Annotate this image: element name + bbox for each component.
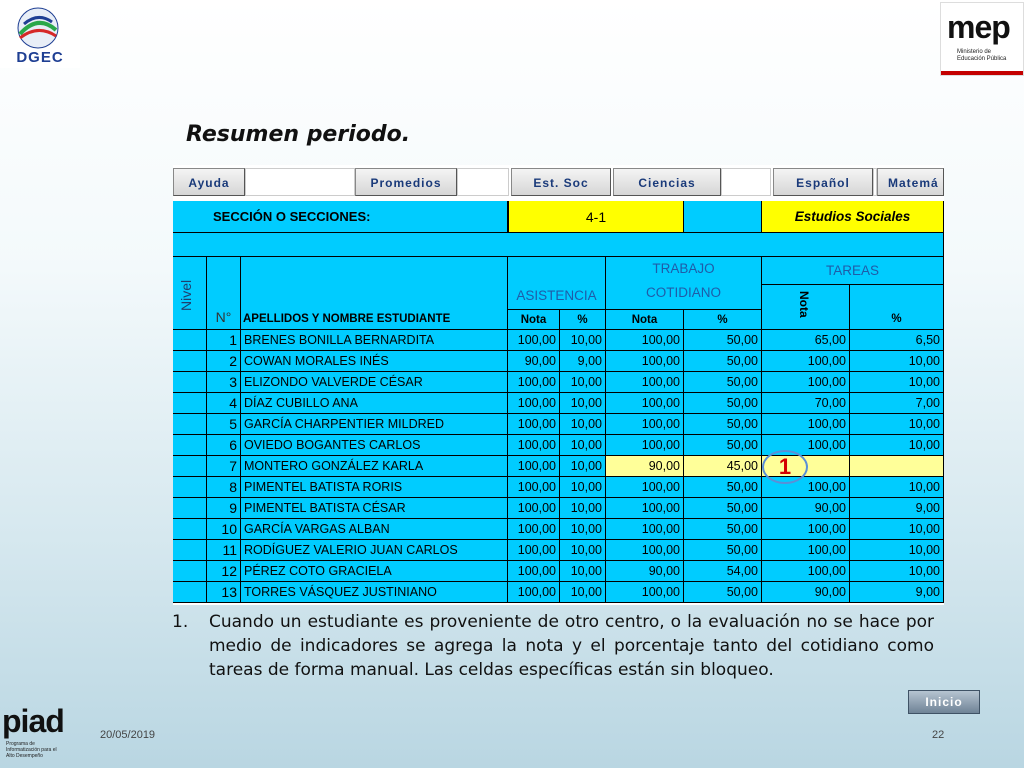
annotation-circle: 1: [762, 450, 808, 484]
asistencia-nota: 100,00: [508, 582, 560, 603]
cotidiano-pct[interactable]: 50,00: [684, 498, 762, 519]
tareas-pct[interactable]: 10,00: [850, 351, 944, 372]
cotidiano-pct[interactable]: 50,00: [684, 519, 762, 540]
student-name: GARCÍA CHARPENTIER MILDRED: [241, 414, 508, 435]
section-value[interactable]: 4-1: [508, 201, 684, 233]
student-name: PÉREZ COTO GRACIELA: [241, 561, 508, 582]
asistencia-pct: 10,00: [560, 477, 606, 498]
student-name: TORRES VÁSQUEZ JUSTINIANO: [241, 582, 508, 603]
asistencia-pct: 10,00: [560, 393, 606, 414]
tareas-nota[interactable]: 100,00: [762, 477, 850, 498]
asistencia-pct: 10,00: [560, 435, 606, 456]
asistencia-pct: 10,00: [560, 414, 606, 435]
cotidiano-pct[interactable]: 50,00: [684, 372, 762, 393]
nivel-cell: [173, 477, 207, 498]
cotidiano-pct[interactable]: 50,00: [684, 435, 762, 456]
spacer-row: [173, 233, 944, 257]
cotidiano-nota[interactable]: 90,00: [606, 456, 684, 477]
note-number: 1.: [172, 612, 189, 632]
dgec-emblem-icon: [0, 0, 80, 52]
asistencia-nota: 100,00: [508, 414, 560, 435]
cotidiano-nota[interactable]: 100,00: [606, 330, 684, 351]
student-name: PIMENTEL BATISTA RORIS: [241, 477, 508, 498]
tareas-nota[interactable]: 65,00: [762, 330, 850, 351]
asistencia-pct: 9,00: [560, 351, 606, 372]
student-name: ELIZONDO VALVERDE CÉSAR: [241, 372, 508, 393]
student-name: PIMENTEL BATISTA CÉSAR: [241, 498, 508, 519]
cotidiano-nota[interactable]: 100,00: [606, 414, 684, 435]
cotidiano-pct[interactable]: 50,00: [684, 393, 762, 414]
cotidiano-nota[interactable]: 100,00: [606, 498, 684, 519]
cotidiano-nota[interactable]: 100,00: [606, 477, 684, 498]
trabajo-cotidiano-header: [606, 257, 762, 310]
cotidiano-nota[interactable]: 100,00: [606, 351, 684, 372]
footer-date: 20/05/2019: [100, 729, 156, 741]
cotidiano-pct[interactable]: 50,00: [684, 540, 762, 561]
nivel-cell: [173, 540, 207, 561]
tareas-pct[interactable]: 10,00: [850, 519, 944, 540]
nivel-cell: [173, 498, 207, 519]
cotidiano-pct[interactable]: 50,00: [684, 330, 762, 351]
tareas-nota[interactable]: 100,00: [762, 414, 850, 435]
nivel-cell: [173, 456, 207, 477]
nivel-cell: [173, 414, 207, 435]
toolbar-blank: [245, 168, 355, 196]
nivel-cell: [173, 330, 207, 351]
student-name: GARCÍA VARGAS ALBAN: [241, 519, 508, 540]
asistencia-nota: 100,00: [508, 372, 560, 393]
student-name: DÍAZ CUBILLO ANA: [241, 393, 508, 414]
asistencia-pct: 10,00: [560, 498, 606, 519]
student-name: RODÍGUEZ VALERIO JUAN CARLOS: [241, 540, 508, 561]
tareas-nota[interactable]: 100,00: [762, 435, 850, 456]
ciencias-button[interactable]: Ciencias: [613, 168, 721, 196]
nivel-cell: [173, 351, 207, 372]
student-name: OVIEDO BOGANTES CARLOS: [241, 435, 508, 456]
tareas-pct[interactable]: 10,00: [850, 561, 944, 582]
espanol-button[interactable]: Español: [773, 168, 873, 196]
cotidiano-label: COTIDIANO: [645, 285, 721, 300]
matematica-button[interactable]: Matemá: [877, 168, 944, 196]
cotidiano-pct[interactable]: 50,00: [684, 477, 762, 498]
tareas-nota[interactable]: 100,00: [762, 561, 850, 582]
student-number: 12: [207, 561, 241, 582]
trabajo-label: TRABAJO: [652, 261, 715, 276]
student-number: 5: [207, 414, 241, 435]
student-number: 13: [207, 582, 241, 603]
tareas-nota[interactable]: 90,00: [762, 582, 850, 603]
cotidiano-nota-header: Nota: [606, 310, 684, 330]
cotidiano-pct[interactable]: 45,00: [684, 456, 762, 477]
asistencia-nota-header: Nota: [508, 310, 560, 330]
asistencia-nota: 100,00: [508, 456, 560, 477]
tareas-pct[interactable]: [850, 456, 944, 477]
asistencia-nota: 100,00: [508, 540, 560, 561]
nombre-header: APELLIDOS Y NOMBRE ESTUDIANTE: [241, 257, 508, 330]
nivel-cell: [173, 519, 207, 540]
student-number: 11: [207, 540, 241, 561]
student-number: 7: [207, 456, 241, 477]
subject-name: Estudios Sociales: [762, 201, 944, 233]
tareas-pct[interactable]: 10,00: [850, 540, 944, 561]
asistencia-pct: 10,00: [560, 519, 606, 540]
tareas-pct[interactable]: 10,00: [850, 414, 944, 435]
tareas-nota[interactable]: 100,00: [762, 372, 850, 393]
student-number: 1: [207, 330, 241, 351]
dgec-logo: [0, 0, 80, 68]
cotidiano-nota[interactable]: 100,00: [606, 393, 684, 414]
nivel-cell: [173, 435, 207, 456]
sheet-toolbar: [173, 165, 944, 202]
asistencia-nota: 100,00: [508, 477, 560, 498]
asistencia-pct: 10,00: [560, 540, 606, 561]
ayuda-button[interactable]: Ayuda: [173, 168, 245, 196]
asistencia-header: ASISTENCIA: [508, 257, 606, 310]
mep-logo-subtitle: Ministerio de Educación Pública: [957, 49, 1007, 62]
tareas-nota[interactable]: 100,00: [762, 540, 850, 561]
piad-logo: [0, 703, 80, 765]
page-title: Resumen periodo.: [186, 122, 411, 147]
student-number: 2: [207, 351, 241, 372]
cotidiano-pct-header: %: [684, 310, 762, 330]
piad-logo-subtitle: Programa de Informatización para el Alto Desempeño: [6, 741, 57, 759]
tareas-nota[interactable]: 90,00: [762, 498, 850, 519]
tareas-pct[interactable]: 10,00: [850, 435, 944, 456]
cotidiano-nota[interactable]: 100,00: [606, 372, 684, 393]
asistencia-nota: 100,00: [508, 435, 560, 456]
nivel-cell: [173, 372, 207, 393]
spreadsheet: [173, 165, 944, 605]
asistencia-pct: 10,00: [560, 561, 606, 582]
dgec-logo-text: DGEC: [16, 49, 64, 66]
tareas-pct[interactable]: 10,00: [850, 372, 944, 393]
tareas-pct[interactable]: 10,00: [850, 477, 944, 498]
tareas-header: TAREAS: [762, 257, 944, 285]
tareas-pct[interactable]: 7,00: [850, 393, 944, 414]
student-number: 8: [207, 477, 241, 498]
mep-logo: [940, 2, 1024, 76]
tareas-nota[interactable]: 70,00: [762, 393, 850, 414]
mep-logo-text: mep: [947, 9, 1010, 45]
tareas-pct-header: %: [850, 285, 944, 330]
page-number: 22: [932, 729, 945, 741]
tareas-pct[interactable]: 9,00: [850, 498, 944, 519]
student-number: 4: [207, 393, 241, 414]
asistencia-pct-header: %: [560, 310, 606, 330]
est-soc-button[interactable]: Est. Soc: [511, 168, 611, 196]
note-text: Cuando un estudiante es proveniente de otro centro, o la evaluación no se hace por medio de indicadores se agrega la nota y el porcentaje tanto del cotidiano como tareas de forma manual. Las celdas específicas están sin bloqueo.: [209, 612, 934, 680]
cotidiano-nota[interactable]: 100,00: [606, 435, 684, 456]
student-name: MONTERO GONZÁLEZ KARLA: [241, 456, 508, 477]
cotidiano-nota[interactable]: 100,00: [606, 582, 684, 603]
cotidiano-pct[interactable]: 54,00: [684, 561, 762, 582]
nivel-cell: [173, 582, 207, 603]
cotidiano-nota[interactable]: 90,00: [606, 561, 684, 582]
nivel-header-label: Nivel: [178, 279, 194, 311]
nivel-cell: [173, 393, 207, 414]
asistencia-nota: 100,00: [508, 393, 560, 414]
student-number: 9: [207, 498, 241, 519]
asistencia-nota: 100,00: [508, 561, 560, 582]
student-number: 3: [207, 372, 241, 393]
student-number: 10: [207, 519, 241, 540]
asistencia-nota: 90,00: [508, 351, 560, 372]
student-name: COWAN MORALES INÉS: [241, 351, 508, 372]
explanation-note: [172, 610, 934, 682]
tareas-pct[interactable]: 9,00: [850, 582, 944, 603]
section-spacer: [684, 201, 762, 233]
inicio-button[interactable]: Inicio: [908, 690, 980, 714]
piad-logo-text: piad: [2, 703, 64, 739]
nivel-cell: [173, 561, 207, 582]
numero-header: N°: [207, 257, 241, 330]
asistencia-nota: 100,00: [508, 519, 560, 540]
mep-logo-bar: [941, 71, 1023, 75]
asistencia-pct: 10,00: [560, 582, 606, 603]
asistencia-nota: 100,00: [508, 330, 560, 351]
asistencia-pct: 10,00: [560, 372, 606, 393]
asistencia-pct: 10,00: [560, 456, 606, 477]
cotidiano-nota[interactable]: 100,00: [606, 519, 684, 540]
cotidiano-nota[interactable]: 100,00: [606, 540, 684, 561]
asistencia-pct: 10,00: [560, 330, 606, 351]
cotidiano-pct[interactable]: 50,00: [684, 351, 762, 372]
cotidiano-pct[interactable]: 50,00: [684, 582, 762, 603]
nivel-header: [173, 257, 207, 330]
tareas-nota[interactable]: 100,00: [762, 519, 850, 540]
asistencia-nota: 100,00: [508, 498, 560, 519]
promedios-button[interactable]: Promedios: [355, 168, 457, 196]
tareas-nota-header: [762, 285, 850, 330]
tareas-nota[interactable]: 100,00: [762, 351, 850, 372]
toolbar-blank: [457, 168, 509, 196]
tareas-nota-label: Nota: [797, 291, 811, 318]
cotidiano-pct[interactable]: 50,00: [684, 414, 762, 435]
student-number: 6: [207, 435, 241, 456]
tareas-pct[interactable]: 6,50: [850, 330, 944, 351]
toolbar-blank: [721, 168, 771, 196]
student-name: BRENES BONILLA BERNARDITA: [241, 330, 508, 351]
section-label: SECCIÓN O SECCIONES:: [173, 201, 508, 233]
